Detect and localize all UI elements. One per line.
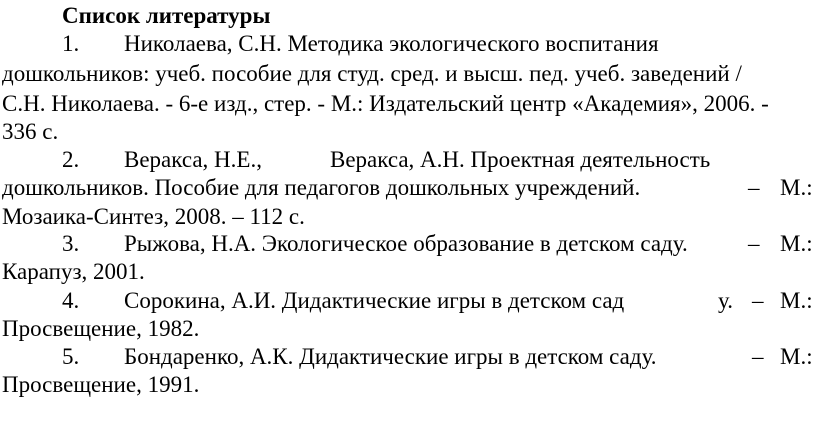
reference-text: С.Н. Николаева. - 6-е изд., стер. - М.: Издательский центр «Академия», 2006. - bbox=[2, 91, 769, 116]
reference-text: Карапуз, 2001. bbox=[2, 259, 145, 284]
dash: – bbox=[748, 231, 760, 256]
reference-text: Веракса, Н.Е., bbox=[124, 147, 262, 172]
dash: – bbox=[752, 344, 764, 369]
reference-text: М.: bbox=[780, 231, 813, 256]
reference-text: Мозаика-Синтез, 2008. – 112 с. bbox=[2, 204, 305, 229]
reference-text: Веракса, А.Н. Проектная деятельность bbox=[330, 147, 711, 172]
reference-number: 3. bbox=[62, 231, 80, 256]
reference-text: М.: bbox=[780, 175, 813, 200]
reference-text: Рыжова, Н.А. Экологическое образование в детском саду. bbox=[124, 231, 688, 256]
reference-text: Просвещение, 1982. bbox=[2, 316, 200, 341]
reference-text: Сорокина, А.И. Дидактические игры в детском сад bbox=[124, 288, 625, 313]
dash: – bbox=[752, 288, 764, 313]
reference-text: у. bbox=[718, 288, 733, 313]
reference-number: 1. bbox=[62, 31, 80, 56]
document-title: Список литературы bbox=[62, 3, 271, 28]
reference-text: Просвещение, 1991. bbox=[2, 372, 200, 397]
reference-number: 5. bbox=[62, 344, 80, 369]
reference-text: М.: bbox=[780, 344, 813, 369]
reference-text: М.: bbox=[780, 288, 813, 313]
reference-number: 2. bbox=[62, 147, 80, 172]
reference-number: 4. bbox=[62, 288, 80, 313]
reference-text: Бондаренко, А.К. Дидактические игры в детском саду. bbox=[124, 344, 657, 369]
reference-text: дошкольников. Пособие для педагогов дошкольных учреждений. bbox=[2, 175, 641, 200]
reference-text: Николаева, С.Н. Методика экологического воспитания bbox=[124, 31, 659, 56]
reference-text: 336 с. bbox=[2, 119, 59, 144]
reference-text: дошкольников: учеб. пособие для студ. сред. и высш. пед. учеб. заведений / bbox=[2, 61, 742, 86]
dash: – bbox=[748, 175, 760, 200]
